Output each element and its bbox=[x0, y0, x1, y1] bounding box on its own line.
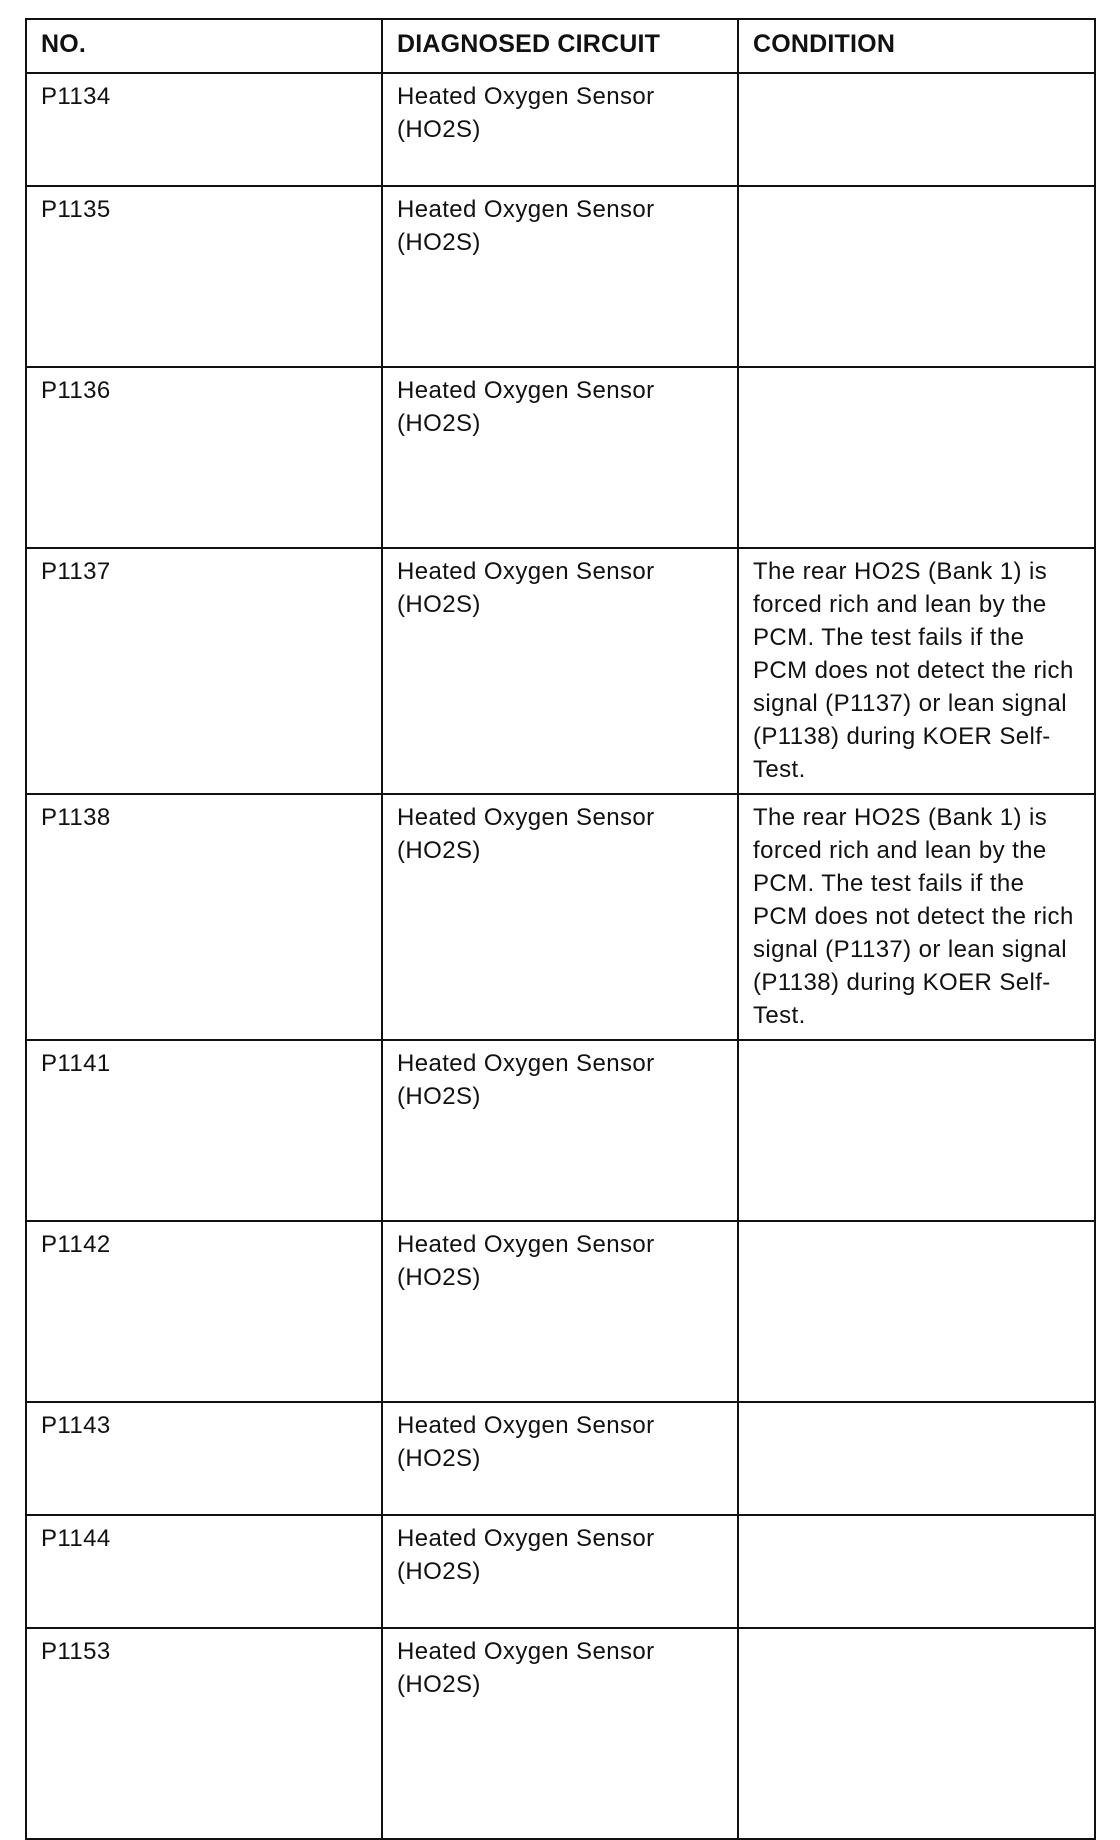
condition-cell: The rear HO2S (Bank 1) is forced rich and lean by the PCM. The test fails if the PCM does not detect the rich signal (P1137) or lean signal (P1138) during KOER Self-Test. bbox=[738, 548, 1095, 794]
circuit-cell: Heated Oxygen Sensor (HO2S) bbox=[382, 186, 738, 367]
table-row bbox=[26, 73, 1095, 186]
circuit-cell: Heated Oxygen Sensor (HO2S) bbox=[382, 367, 738, 548]
code-cell: P1144 bbox=[26, 1515, 382, 1628]
code-cell: P1143 bbox=[26, 1402, 382, 1515]
header-row bbox=[26, 19, 1095, 73]
table-row bbox=[26, 1040, 1095, 1221]
circuit-cell: Heated Oxygen Sensor (HO2S) bbox=[382, 73, 738, 186]
condition-cell bbox=[738, 1040, 1095, 1221]
table-row bbox=[26, 794, 1095, 1040]
table-row bbox=[26, 186, 1095, 367]
circuit-cell: Heated Oxygen Sensor (HO2S) bbox=[382, 1515, 738, 1628]
code-cell: P1142 bbox=[26, 1221, 382, 1402]
code-cell: P1153 bbox=[26, 1628, 382, 1839]
code-cell: P1134 bbox=[26, 73, 382, 186]
circuit-cell: Heated Oxygen Sensor (HO2S) bbox=[382, 794, 738, 1040]
condition-cell: The rear HO2S (Bank 1) is forced rich and lean by the PCM. The test fails if the PCM does not detect the rich signal (P1137) or lean signal (P1138) during KOER Self-Test. bbox=[738, 794, 1095, 1040]
condition-cell bbox=[738, 1402, 1095, 1515]
dtc-table bbox=[25, 18, 1096, 1840]
circuit-cell: Heated Oxygen Sensor (HO2S) bbox=[382, 1221, 738, 1402]
table-row bbox=[26, 367, 1095, 548]
table-row bbox=[26, 1515, 1095, 1628]
circuit-cell: Heated Oxygen Sensor (HO2S) bbox=[382, 1628, 738, 1839]
condition-cell bbox=[738, 1628, 1095, 1839]
header-condition: CONDITION bbox=[738, 19, 1095, 73]
code-cell: P1137 bbox=[26, 548, 382, 794]
header-no: NO. bbox=[26, 19, 382, 73]
code-cell: P1136 bbox=[26, 367, 382, 548]
table-row bbox=[26, 1628, 1095, 1839]
condition-cell bbox=[738, 186, 1095, 367]
code-cell: P1141 bbox=[26, 1040, 382, 1221]
code-cell: P1135 bbox=[26, 186, 382, 367]
circuit-cell: Heated Oxygen Sensor (HO2S) bbox=[382, 1402, 738, 1515]
condition-cell bbox=[738, 1221, 1095, 1402]
code-cell: P1138 bbox=[26, 794, 382, 1040]
table-row bbox=[26, 1221, 1095, 1402]
table-row bbox=[26, 548, 1095, 794]
header-diagnosed-circuit: DIAGNOSED CIRCUIT bbox=[382, 19, 738, 73]
condition-cell bbox=[738, 1515, 1095, 1628]
table-row bbox=[26, 1402, 1095, 1515]
condition-cell bbox=[738, 367, 1095, 548]
condition-cell bbox=[738, 73, 1095, 186]
circuit-cell: Heated Oxygen Sensor (HO2S) bbox=[382, 1040, 738, 1221]
circuit-cell: Heated Oxygen Sensor (HO2S) bbox=[382, 548, 738, 794]
